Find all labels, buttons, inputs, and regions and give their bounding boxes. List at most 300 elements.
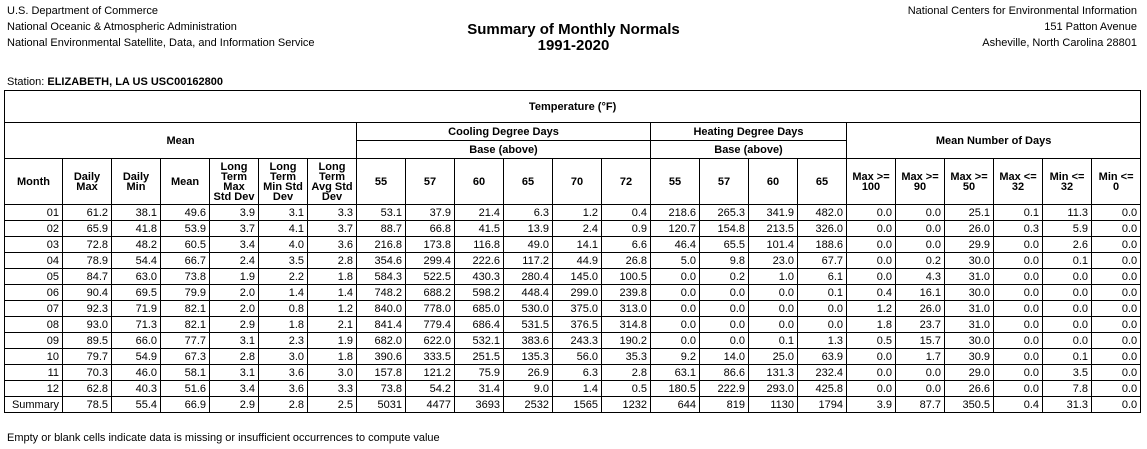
station-label: Station: xyxy=(7,76,45,88)
value-cell: 0.0 xyxy=(1092,285,1141,301)
value-cell: 35.3 xyxy=(602,349,651,365)
value-cell: 6.6 xyxy=(602,237,651,253)
value-cell: 1.9 xyxy=(210,269,259,285)
value-cell: 0.3 xyxy=(994,221,1043,237)
value-cell: 0.0 xyxy=(651,285,700,301)
agency-line-2: National Oceanic & Atmospheric Administration xyxy=(7,21,237,33)
value-cell: 341.9 xyxy=(749,205,798,221)
value-cell: 0.0 xyxy=(1043,333,1092,349)
group-mean: Mean xyxy=(5,123,357,159)
value-cell: 66.9 xyxy=(161,397,210,413)
value-cell: 299.4 xyxy=(406,253,455,269)
value-cell: 0.0 xyxy=(847,269,896,285)
value-cell: 71.3 xyxy=(112,317,161,333)
value-cell: 117.2 xyxy=(504,253,553,269)
value-cell: 30.0 xyxy=(945,285,994,301)
month-cell: 07 xyxy=(5,301,63,317)
footnote: Empty or blank cells indicate data is missing or insufficient occurrences to compute value xyxy=(7,432,440,444)
value-cell: 29.0 xyxy=(945,365,994,381)
column-header: Max <= 32 xyxy=(994,159,1043,205)
value-cell: 14.1 xyxy=(553,237,602,253)
value-cell: 3.7 xyxy=(210,221,259,237)
value-cell: 0.0 xyxy=(651,269,700,285)
value-cell: 0.0 xyxy=(994,365,1043,381)
value-cell: 1.2 xyxy=(847,301,896,317)
value-cell: 383.6 xyxy=(504,333,553,349)
value-cell: 0.2 xyxy=(700,269,749,285)
value-cell: 78.9 xyxy=(63,253,112,269)
month-cell: Summary xyxy=(5,397,63,413)
value-cell: 2.5 xyxy=(308,397,357,413)
value-cell: 49.6 xyxy=(161,205,210,221)
value-cell: 46.4 xyxy=(651,237,700,253)
value-cell: 48.2 xyxy=(112,237,161,253)
value-cell: 180.5 xyxy=(651,381,700,397)
value-cell: 0.0 xyxy=(994,237,1043,253)
value-cell: 0.0 xyxy=(1092,269,1141,285)
table-header xyxy=(5,91,1141,205)
column-header: 55 xyxy=(651,159,700,205)
month-cell: 10 xyxy=(5,349,63,365)
value-cell: 157.8 xyxy=(357,365,406,381)
value-cell: 31.0 xyxy=(945,301,994,317)
station-line xyxy=(7,76,223,88)
value-cell: 66.0 xyxy=(112,333,161,349)
value-cell: 0.0 xyxy=(700,285,749,301)
value-cell: 4477 xyxy=(406,397,455,413)
value-cell: 3693 xyxy=(455,397,504,413)
value-cell: 30.0 xyxy=(945,253,994,269)
value-cell: 0.0 xyxy=(798,317,847,333)
column-header: Daily Min xyxy=(112,159,161,205)
table-row xyxy=(5,205,1141,221)
value-cell: 93.0 xyxy=(63,317,112,333)
normals-table xyxy=(4,90,1141,413)
column-header: Min <= 0 xyxy=(1092,159,1141,205)
value-cell: 0.0 xyxy=(847,253,896,269)
value-cell: 598.2 xyxy=(455,285,504,301)
value-cell: 73.8 xyxy=(161,269,210,285)
value-cell: 21.4 xyxy=(455,205,504,221)
value-cell: 26.8 xyxy=(602,253,651,269)
value-cell: 173.8 xyxy=(406,237,455,253)
value-cell: 0.4 xyxy=(847,285,896,301)
value-cell: 65.9 xyxy=(63,221,112,237)
value-cell: 0.0 xyxy=(1092,253,1141,269)
column-header: Min <= 32 xyxy=(1043,159,1092,205)
group-heating: Heating Degree Days xyxy=(651,123,847,141)
address-line-2: 151 Patton Avenue xyxy=(1044,21,1137,33)
value-cell: 4.1 xyxy=(259,221,308,237)
value-cell: 530.0 xyxy=(504,301,553,317)
value-cell: 0.0 xyxy=(994,269,1043,285)
value-cell: 6.3 xyxy=(504,205,553,221)
value-cell: 1.8 xyxy=(308,349,357,365)
column-header: Month xyxy=(5,159,63,205)
value-cell: 1.2 xyxy=(308,301,357,317)
value-cell: 1.7 xyxy=(896,349,945,365)
value-cell: 79.9 xyxy=(161,285,210,301)
value-cell: 3.4 xyxy=(210,381,259,397)
value-cell: 53.1 xyxy=(357,205,406,221)
value-cell: 748.2 xyxy=(357,285,406,301)
base-heating: Base (above) xyxy=(651,141,847,159)
value-cell: 0.0 xyxy=(1092,349,1141,365)
value-cell: 531.5 xyxy=(504,317,553,333)
value-cell: 0.0 xyxy=(847,221,896,237)
month-cell: 01 xyxy=(5,205,63,221)
value-cell: 61.2 xyxy=(63,205,112,221)
value-cell: 3.1 xyxy=(210,333,259,349)
group-cooling: Cooling Degree Days xyxy=(357,123,651,141)
value-cell: 314.8 xyxy=(602,317,651,333)
station-name: ELIZABETH, LA US USC00162800 xyxy=(47,76,224,88)
value-cell: 70.3 xyxy=(63,365,112,381)
value-cell: 3.4 xyxy=(210,237,259,253)
value-cell: 0.0 xyxy=(994,333,1043,349)
column-header: Long Term Max Std Dev xyxy=(210,159,259,205)
value-cell: 40.3 xyxy=(112,381,161,397)
value-cell: 3.9 xyxy=(210,205,259,221)
column-header: Long Term Avg Std Dev xyxy=(308,159,357,205)
value-cell: 1794 xyxy=(798,397,847,413)
value-cell: 0.0 xyxy=(1092,301,1141,317)
value-cell: 1.8 xyxy=(259,317,308,333)
value-cell: 1.9 xyxy=(308,333,357,349)
value-cell: 75.9 xyxy=(455,365,504,381)
value-cell: 0.0 xyxy=(994,317,1043,333)
value-cell: 280.4 xyxy=(504,269,553,285)
column-header: 57 xyxy=(406,159,455,205)
value-cell: 778.0 xyxy=(406,301,455,317)
value-cell: 0.0 xyxy=(1043,285,1092,301)
value-cell: 0.0 xyxy=(896,205,945,221)
value-cell: 41.5 xyxy=(455,221,504,237)
value-cell: 3.9 xyxy=(847,397,896,413)
value-cell: 265.3 xyxy=(700,205,749,221)
column-header: Mean xyxy=(161,159,210,205)
value-cell: 0.0 xyxy=(749,317,798,333)
value-cell: 54.2 xyxy=(406,381,455,397)
value-cell: 26.6 xyxy=(945,381,994,397)
value-cell: 251.5 xyxy=(455,349,504,365)
address-block xyxy=(908,3,1137,51)
value-cell: 82.1 xyxy=(161,301,210,317)
value-cell: 14.0 xyxy=(700,349,749,365)
value-cell: 0.0 xyxy=(651,333,700,349)
value-cell: 354.6 xyxy=(357,253,406,269)
value-cell: 7.8 xyxy=(1043,381,1092,397)
table-row xyxy=(5,333,1141,349)
value-cell: 0.0 xyxy=(798,301,847,317)
value-cell: 190.2 xyxy=(602,333,651,349)
value-cell: 145.0 xyxy=(553,269,602,285)
value-cell: 0.0 xyxy=(896,237,945,253)
value-cell: 3.3 xyxy=(308,205,357,221)
value-cell: 0.0 xyxy=(847,349,896,365)
value-cell: 90.4 xyxy=(63,285,112,301)
value-cell: 448.4 xyxy=(504,285,553,301)
value-cell: 6.3 xyxy=(553,365,602,381)
column-header: 65 xyxy=(798,159,847,205)
value-cell: 73.8 xyxy=(357,381,406,397)
value-cell: 53.9 xyxy=(161,221,210,237)
value-cell: 38.1 xyxy=(112,205,161,221)
value-cell: 1.0 xyxy=(749,269,798,285)
value-cell: 3.6 xyxy=(308,237,357,253)
value-cell: 5.0 xyxy=(651,253,700,269)
value-cell: 0.0 xyxy=(847,381,896,397)
value-cell: 216.8 xyxy=(357,237,406,253)
value-cell: 9.8 xyxy=(700,253,749,269)
value-cell: 2.0 xyxy=(210,285,259,301)
value-cell: 0.0 xyxy=(994,349,1043,365)
value-cell: 60.5 xyxy=(161,237,210,253)
value-cell: 0.4 xyxy=(602,205,651,221)
column-header: Daily Max xyxy=(63,159,112,205)
table-row xyxy=(5,349,1141,365)
address-line-1: National Centers for Environmental Information xyxy=(907,5,1137,17)
value-cell: 88.7 xyxy=(357,221,406,237)
value-cell: 37.9 xyxy=(406,205,455,221)
value-cell: 2.8 xyxy=(210,349,259,365)
value-cell: 293.0 xyxy=(749,381,798,397)
value-cell: 15.7 xyxy=(896,333,945,349)
value-cell: 121.2 xyxy=(406,365,455,381)
value-cell: 3.1 xyxy=(210,365,259,381)
value-cell: 3.5 xyxy=(1043,365,1092,381)
value-cell: 56.0 xyxy=(553,349,602,365)
value-cell: 1.2 xyxy=(553,205,602,221)
value-cell: 1565 xyxy=(553,397,602,413)
value-cell: 29.9 xyxy=(945,237,994,253)
value-cell: 2.3 xyxy=(259,333,308,349)
value-cell: 0.0 xyxy=(1092,221,1141,237)
table-row xyxy=(5,269,1141,285)
value-cell: 82.1 xyxy=(161,317,210,333)
value-cell: 0.0 xyxy=(700,301,749,317)
value-cell: 313.0 xyxy=(602,301,651,317)
value-cell: 0.0 xyxy=(1092,237,1141,253)
agency-line-3: National Environmental Satellite, Data, and Information Service xyxy=(7,37,315,49)
value-cell: 0.1 xyxy=(994,205,1043,221)
value-cell: 63.0 xyxy=(112,269,161,285)
value-cell: 0.5 xyxy=(602,381,651,397)
value-cell: 840.0 xyxy=(357,301,406,317)
value-cell: 66.7 xyxy=(161,253,210,269)
value-cell: 116.8 xyxy=(455,237,504,253)
value-cell: 1.3 xyxy=(798,333,847,349)
value-cell: 5.9 xyxy=(1043,221,1092,237)
value-cell: 9.0 xyxy=(504,381,553,397)
value-cell: 120.7 xyxy=(651,221,700,237)
table-row xyxy=(5,397,1141,413)
value-cell: 0.0 xyxy=(1092,333,1141,349)
value-cell: 688.2 xyxy=(406,285,455,301)
value-cell: 131.3 xyxy=(749,365,798,381)
month-cell: 11 xyxy=(5,365,63,381)
value-cell: 84.7 xyxy=(63,269,112,285)
value-cell: 26.0 xyxy=(896,301,945,317)
month-cell: 09 xyxy=(5,333,63,349)
value-cell: 0.0 xyxy=(651,301,700,317)
group-days: Mean Number of Days xyxy=(847,123,1141,159)
value-cell: 682.0 xyxy=(357,333,406,349)
value-cell: 77.7 xyxy=(161,333,210,349)
column-header: 70 xyxy=(553,159,602,205)
value-cell: 0.0 xyxy=(994,301,1043,317)
value-cell: 333.5 xyxy=(406,349,455,365)
value-cell: 299.0 xyxy=(553,285,602,301)
value-cell: 71.9 xyxy=(112,301,161,317)
value-cell: 0.0 xyxy=(847,237,896,253)
value-cell: 66.8 xyxy=(406,221,455,237)
value-cell: 87.7 xyxy=(896,397,945,413)
value-cell: 3.6 xyxy=(259,381,308,397)
value-cell: 0.0 xyxy=(847,365,896,381)
value-cell: 51.6 xyxy=(161,381,210,397)
value-cell: 0.0 xyxy=(1092,317,1141,333)
column-header: 60 xyxy=(455,159,504,205)
value-cell: 622.0 xyxy=(406,333,455,349)
month-cell: 06 xyxy=(5,285,63,301)
column-header-row xyxy=(5,159,1141,205)
value-cell: 1232 xyxy=(602,397,651,413)
value-cell: 72.8 xyxy=(63,237,112,253)
value-cell: 23.0 xyxy=(749,253,798,269)
value-cell: 2.8 xyxy=(602,365,651,381)
value-cell: 89.5 xyxy=(63,333,112,349)
value-cell: 1130 xyxy=(749,397,798,413)
column-header: 60 xyxy=(749,159,798,205)
value-cell: 65.5 xyxy=(700,237,749,253)
value-cell: 3.6 xyxy=(259,365,308,381)
value-cell: 376.5 xyxy=(553,317,602,333)
value-cell: 11.3 xyxy=(1043,205,1092,221)
month-cell: 03 xyxy=(5,237,63,253)
value-cell: 2.1 xyxy=(308,317,357,333)
value-cell: 16.1 xyxy=(896,285,945,301)
value-cell: 0.0 xyxy=(896,365,945,381)
report-title: Summary of Monthly Normals xyxy=(467,21,680,38)
value-cell: 0.0 xyxy=(896,381,945,397)
value-cell: 0.0 xyxy=(1043,269,1092,285)
value-cell: 3.1 xyxy=(259,205,308,221)
value-cell: 69.5 xyxy=(112,285,161,301)
value-cell: 0.0 xyxy=(1092,397,1141,413)
value-cell: 26.0 xyxy=(945,221,994,237)
value-cell: 25.1 xyxy=(945,205,994,221)
value-cell: 2.2 xyxy=(259,269,308,285)
value-cell: 30.0 xyxy=(945,333,994,349)
value-cell: 100.5 xyxy=(602,269,651,285)
value-cell: 41.8 xyxy=(112,221,161,237)
agency-line-1: U.S. Department of Commerce xyxy=(7,5,158,17)
value-cell: 584.3 xyxy=(357,269,406,285)
value-cell: 232.4 xyxy=(798,365,847,381)
value-cell: 135.3 xyxy=(504,349,553,365)
value-cell: 222.9 xyxy=(700,381,749,397)
value-cell: 239.8 xyxy=(602,285,651,301)
table-body xyxy=(5,205,1141,413)
value-cell: 58.1 xyxy=(161,365,210,381)
value-cell: 67.3 xyxy=(161,349,210,365)
value-cell: 686.4 xyxy=(455,317,504,333)
value-cell: 86.6 xyxy=(700,365,749,381)
value-cell: 0.0 xyxy=(1092,205,1141,221)
value-cell: 213.5 xyxy=(749,221,798,237)
value-cell: 2.4 xyxy=(553,221,602,237)
value-cell: 9.2 xyxy=(651,349,700,365)
value-cell: 0.4 xyxy=(994,397,1043,413)
month-cell: 02 xyxy=(5,221,63,237)
value-cell: 1.4 xyxy=(259,285,308,301)
value-cell: 101.4 xyxy=(749,237,798,253)
value-cell: 0.0 xyxy=(651,317,700,333)
value-cell: 0.0 xyxy=(1092,381,1141,397)
value-cell: 243.3 xyxy=(553,333,602,349)
month-cell: 08 xyxy=(5,317,63,333)
value-cell: 218.6 xyxy=(651,205,700,221)
value-cell: 23.7 xyxy=(896,317,945,333)
value-cell: 326.0 xyxy=(798,221,847,237)
value-cell: 0.0 xyxy=(1043,301,1092,317)
value-cell: 430.3 xyxy=(455,269,504,285)
table-row xyxy=(5,253,1141,269)
value-cell: 841.4 xyxy=(357,317,406,333)
value-cell: 188.6 xyxy=(798,237,847,253)
column-header: 65 xyxy=(504,159,553,205)
value-cell: 390.6 xyxy=(357,349,406,365)
value-cell: 0.0 xyxy=(749,285,798,301)
value-cell: 67.7 xyxy=(798,253,847,269)
value-cell: 0.8 xyxy=(259,301,308,317)
value-cell: 4.0 xyxy=(259,237,308,253)
value-cell: 0.1 xyxy=(1043,349,1092,365)
value-cell: 1.4 xyxy=(553,381,602,397)
value-cell: 55.4 xyxy=(112,397,161,413)
value-cell: 2.8 xyxy=(308,253,357,269)
value-cell: 1.8 xyxy=(847,317,896,333)
value-cell: 0.0 xyxy=(994,285,1043,301)
value-cell: 0.2 xyxy=(896,253,945,269)
value-cell: 0.1 xyxy=(1043,253,1092,269)
value-cell: 2.6 xyxy=(1043,237,1092,253)
value-cell: 522.5 xyxy=(406,269,455,285)
value-cell: 2.4 xyxy=(210,253,259,269)
value-cell: 2.9 xyxy=(210,317,259,333)
value-cell: 2532 xyxy=(504,397,553,413)
value-cell: 78.5 xyxy=(63,397,112,413)
value-cell: 54.4 xyxy=(112,253,161,269)
value-cell: 0.0 xyxy=(700,317,749,333)
table-row xyxy=(5,301,1141,317)
value-cell: 685.0 xyxy=(455,301,504,317)
value-cell: 3.3 xyxy=(308,381,357,397)
value-cell: 3.5 xyxy=(259,253,308,269)
value-cell: 0.9 xyxy=(602,221,651,237)
value-cell: 6.1 xyxy=(798,269,847,285)
value-cell: 49.0 xyxy=(504,237,553,253)
value-cell: 644 xyxy=(651,397,700,413)
value-cell: 62.8 xyxy=(63,381,112,397)
column-header: 57 xyxy=(700,159,749,205)
value-cell: 0.0 xyxy=(1043,317,1092,333)
value-cell: 532.1 xyxy=(455,333,504,349)
column-header: Max >= 50 xyxy=(945,159,994,205)
value-cell: 1.4 xyxy=(308,285,357,301)
value-cell: 79.7 xyxy=(63,349,112,365)
